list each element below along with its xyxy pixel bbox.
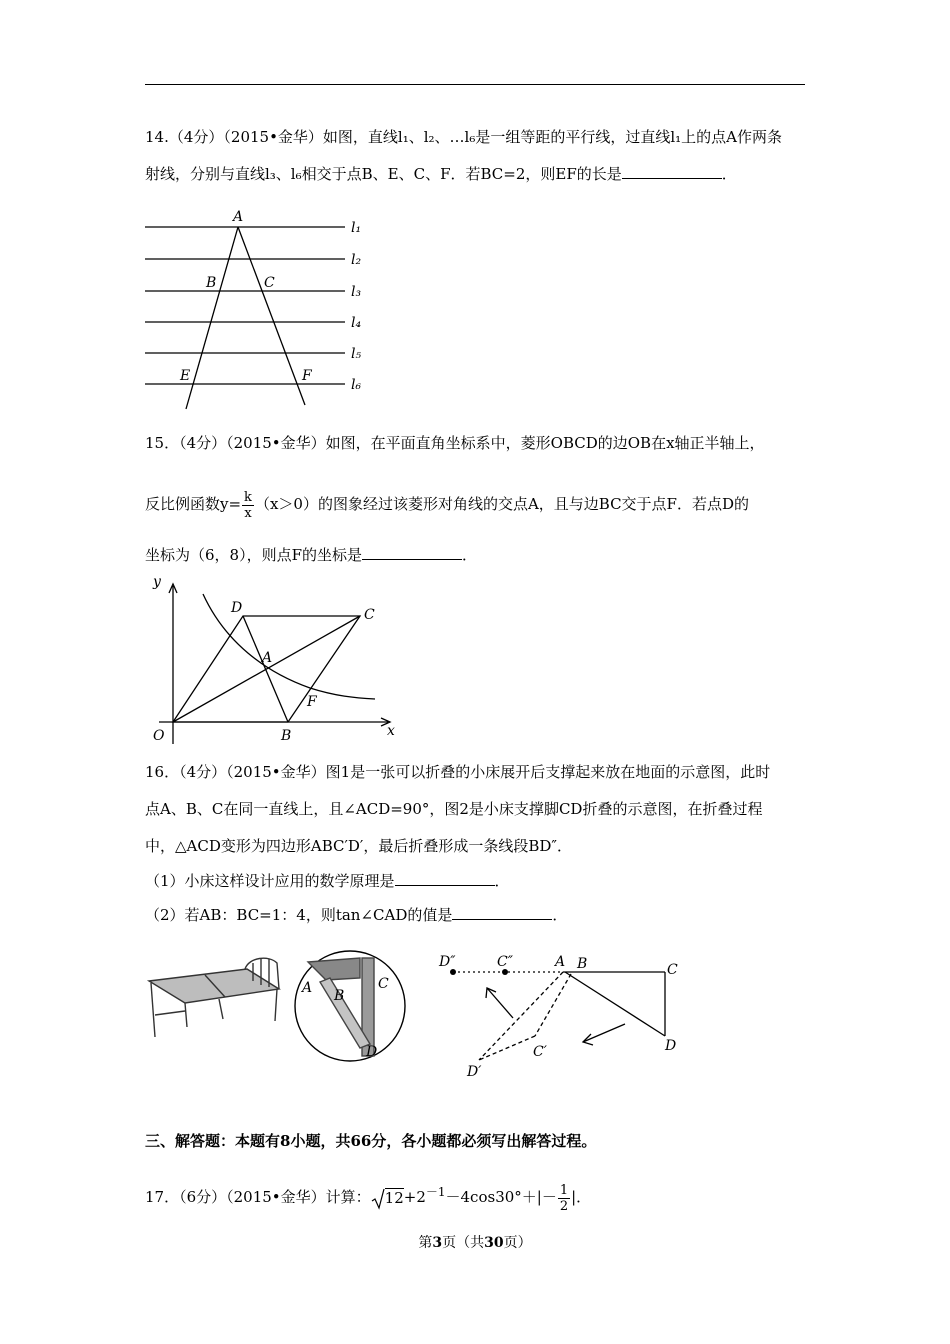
zoom-label-C: C [378, 976, 389, 992]
label-F: F [302, 368, 312, 384]
q15-answer-blank[interactable] [362, 545, 462, 560]
q15-line1: 15．（4分）（2015•金华）如图，在平面直角坐标系中，菱形OBCD的边OB在x轴正半轴上， [145, 434, 765, 452]
q17-exp: －1 [425, 1185, 446, 1199]
header-rule [145, 84, 805, 85]
bed-zoom-circle [290, 948, 410, 1063]
diagonal-DB [243, 616, 288, 722]
bed-brace [155, 1011, 185, 1015]
label-C: C [364, 607, 375, 623]
label-B: B [206, 275, 217, 291]
q17-sqrt [371, 1178, 404, 1218]
q17-plus: +2 [403, 1188, 426, 1206]
label-E: E [180, 368, 191, 384]
label-A: A [262, 650, 273, 666]
q16-sub2-blank[interactable] [452, 905, 552, 920]
segment-AD1 [479, 972, 563, 1060]
q17-sqrt-arg: 12 [384, 1189, 404, 1207]
footer-total: 30 [484, 1235, 504, 1251]
q16-sub1-end: ． [494, 872, 510, 890]
q16-sub2-text: （2）若AB：BC=1：4，则tan∠CAD的值是 [145, 906, 453, 924]
q16-sub2-end: ． [552, 906, 568, 924]
bed-leg-3 [219, 999, 223, 1019]
sqrt-sign-icon [371, 1188, 385, 1210]
q16-line3: 中，△ACD变形为四边形ABC′D′，最后折叠形成一条线段BD″． [145, 837, 572, 855]
arrow-down-left [583, 1024, 625, 1042]
zoom-label-B: B [334, 988, 345, 1004]
label-C2: C″ [497, 954, 513, 970]
label-l2: l₂ [351, 252, 362, 268]
label-D: D [665, 1038, 677, 1054]
label-D1: D′ [467, 1064, 482, 1080]
q16-sub1 [145, 871, 510, 891]
label-B: B [577, 956, 588, 972]
q14-figure [140, 205, 380, 415]
q15-fraction [242, 490, 254, 521]
label-B: B [281, 728, 292, 744]
q15-line2-pre: 反比例函数y= [145, 495, 242, 513]
label-C: C [264, 275, 275, 291]
label-D: D [231, 600, 243, 616]
q17-frac-num: 1 [559, 1182, 569, 1198]
footer-page: 3 [432, 1235, 443, 1251]
arrow-up-left [487, 988, 513, 1018]
footer-post: 页） [503, 1235, 532, 1251]
bed-leg-4 [275, 989, 277, 1021]
segment-C1D1 [479, 1036, 535, 1060]
q17-frac-den: 2 [559, 1198, 569, 1214]
label-x: x [387, 723, 395, 739]
footer-pre: 第 [418, 1235, 433, 1251]
q17-post: |． [571, 1188, 592, 1206]
q14-line2-text: 射线，分别与直线l₃、l₆相交于点B、E、C、F．若BC=2，则EF的长是 [145, 165, 622, 183]
bed-leg-1 [151, 983, 155, 1037]
label-l3: l₃ [351, 284, 362, 300]
diagonal-OC [173, 616, 360, 722]
zoom-label-A: A [302, 980, 313, 996]
label-O: O [153, 728, 165, 744]
label-F: F [307, 694, 317, 710]
q17-line [145, 1172, 591, 1218]
bed-surface [149, 969, 279, 1003]
q15-frac-num: k [244, 489, 252, 505]
label-l4: l₄ [351, 315, 362, 331]
ray-AE [186, 227, 238, 409]
q17-pre: 17．（6分）（2015•金华）计算： [145, 1188, 371, 1206]
label-y: y [153, 574, 161, 590]
label-l1: l₁ [351, 220, 362, 236]
section-3-heading: 三、解答题：本题有8小题，共66分，各小题都必须写出解答过程。 [145, 1132, 597, 1150]
q16-fold-diagram [435, 950, 695, 1085]
label-C1: C′ [533, 1044, 547, 1060]
q16-sub1-text: （1）小床这样设计应用的数学原理是 [145, 872, 395, 890]
footer-mid: 页（共 [442, 1235, 485, 1251]
q17-mid: －4cos30°＋|－ [445, 1188, 557, 1206]
q15-frac-den: x [244, 505, 252, 521]
q14-answer-blank[interactable] [622, 164, 722, 179]
q15-line3 [145, 545, 477, 565]
q17-fraction [558, 1183, 570, 1214]
zoom-label-D: D [366, 1044, 378, 1060]
ray-AF [238, 227, 305, 405]
page-footer [0, 1232, 950, 1252]
q15-line2 [145, 486, 749, 522]
label-l6: l₆ [351, 377, 362, 393]
q15-end: ． [462, 546, 478, 564]
label-l5: l₅ [351, 346, 362, 362]
q15-line2-post: （x＞0）的图象经过该菱形对角线的交点A，且与边BC交于点F．若点D的 [254, 495, 749, 513]
bed-leg-2 [185, 1003, 187, 1027]
q14-end: ． [721, 165, 737, 183]
q16-line1: 16．（4分）（2015•金华）图1是一张可以折叠的小床展开后支撑起来放在地面的示意图，此时 [145, 763, 771, 781]
q15-line3-text: 坐标为（6，8），则点F的坐标是 [145, 546, 362, 564]
label-C: C [667, 962, 678, 978]
segment-AD [565, 972, 665, 1036]
q15-figure [145, 572, 405, 747]
label-D2: D″ [439, 954, 456, 970]
hyperbola-curve [203, 594, 375, 699]
q16-sub1-blank[interactable] [395, 871, 495, 886]
q16-sub2 [145, 905, 567, 925]
q14-line1: 14.（4分）（2015•金华）如图，直线l₁、l₂、…l₆是一组等距的平行线，过直线l₁上的点A作两条 [145, 128, 782, 146]
label-A: A [233, 209, 244, 225]
q16-line2: 点A、B、C在同一直线上，且∠ACD=90°，图2是小床支撑脚CD折叠的示意图，在折叠过程 [145, 800, 763, 818]
q14-line2 [145, 164, 737, 184]
label-A: A [555, 954, 566, 970]
bed-illustration [145, 955, 285, 1045]
